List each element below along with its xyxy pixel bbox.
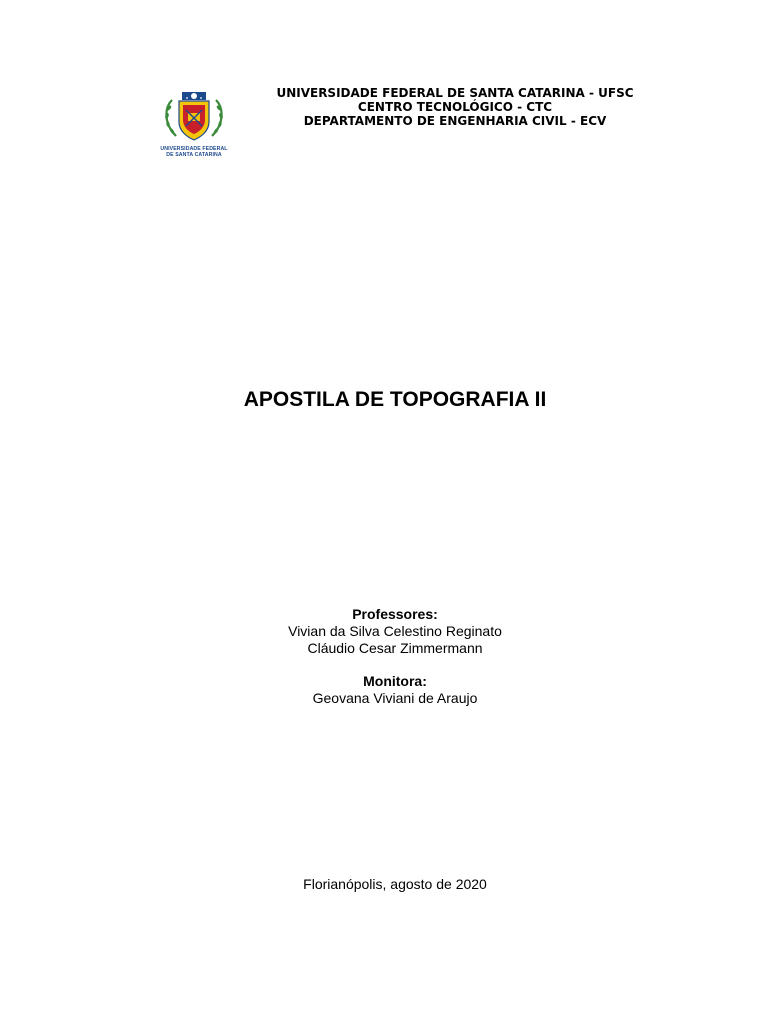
logo-caption-line1: UNIVERSIDADE FEDERAL: [160, 146, 228, 152]
logo-caption-line2: DE SANTA CATARINA: [166, 152, 222, 158]
professor-name: Cláudio Cesar Zimmermann: [307, 640, 483, 656]
place-date: Florianópolis, agosto de 2020: [303, 876, 487, 892]
header-center: CENTRO TECNOLÓGICO - CTC: [357, 100, 553, 114]
ufsc-crest-icon: [152, 86, 236, 146]
logo-caption: [152, 146, 236, 158]
professor-name: Vivian da Silva Celestino Reginato: [288, 623, 502, 639]
spacer: [0, 657, 768, 673]
monitor-label: Monitora:: [363, 673, 427, 689]
monitor-name: Geovana Viviani de Araujo: [312, 690, 478, 706]
institution-header: [262, 86, 648, 128]
header-department: DEPARTAMENTO DE ENGENHARIA CIVIL - ECV: [303, 114, 607, 128]
document-title: APOSTILA DE TOPOGRAFIA II: [243, 388, 547, 411]
header-university: UNIVERSIDADE FEDERAL DE SANTA CATARINA - UFSC: [276, 86, 634, 100]
credits-block: [0, 606, 768, 707]
professors-label: Professores:: [352, 606, 438, 622]
university-logo: [152, 86, 236, 162]
